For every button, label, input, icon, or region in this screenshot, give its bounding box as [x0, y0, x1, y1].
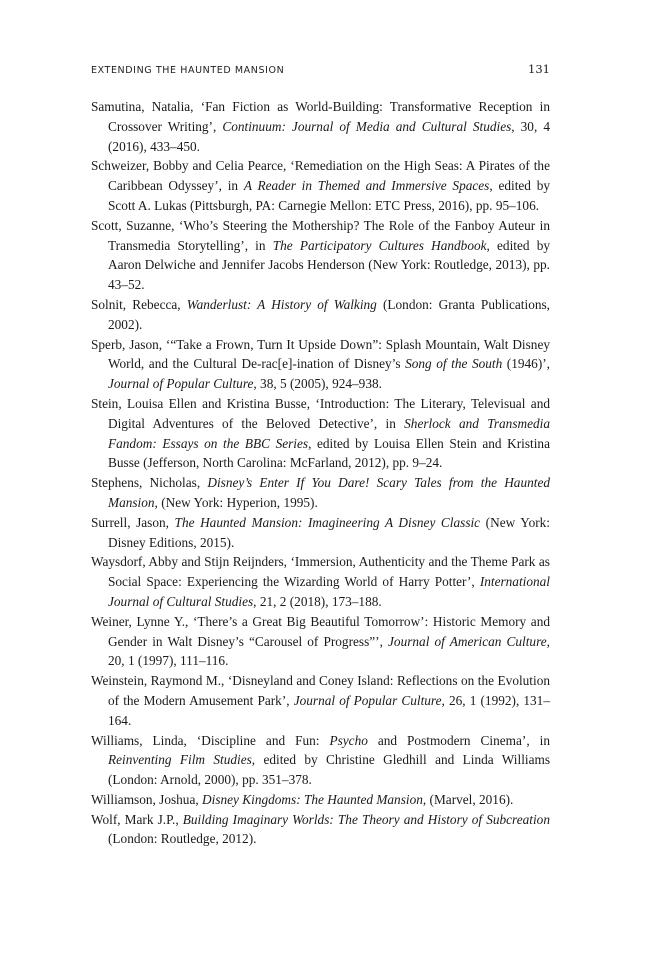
entry-title-italic: Sherlock and Transmedia Fandom: Essays on the BBC Series: [108, 415, 550, 451]
bibliography-entry: [91, 810, 550, 850]
entry-title-italic: The Participatory Cultures Handbook: [272, 237, 487, 253]
entry-text: , edited by Louisa Ellen Stein and Kristina Busse (Jefferson, North Carolina: McFarland, 2012), pp. 9–24.: [108, 435, 550, 471]
bibliography-entry: [91, 97, 550, 156]
entry-text: , (Marvel, 2016).: [422, 791, 514, 807]
entry-text: , edited by Scott A. Lukas (Pittsburgh, PA: Carnegie Mellon: ETC Press, 2016), pp. 95–106.: [108, 178, 551, 213]
entry-text: , 21, 2 (2018), 173–188.: [253, 593, 382, 609]
entry-title-italic: Journal of Popular Culture: [108, 376, 254, 392]
entry-text: , 26, 1 (1992), 131–164.: [108, 692, 550, 728]
bibliography-list: [91, 97, 550, 849]
entry-title-italic: Psycho: [329, 732, 368, 748]
entry-text: (1946)’,: [502, 356, 550, 372]
entry-title-italic: A Reader in Themed and Immersive Spaces: [243, 178, 490, 194]
entry-text: Samutina, Natalia, ‘Fan Fiction as World-Building: Transformative Reception in Crossover Writing’,: [91, 99, 550, 134]
bibliography-entry: [91, 731, 550, 790]
bibliography-entry: [91, 295, 550, 335]
page-number: 131: [528, 62, 550, 76]
entry-text: Schweizer, Bobby and Celia Pearce, ‘Remediation on the High Seas: A Pirates of the Caribbean Odyssey’, in: [91, 158, 550, 194]
entry-title-italic: Disney Kingdoms: The Haunted Mansion: [202, 791, 423, 807]
entry-title-italic: Building Imaginary Worlds: The Theory and History of Subcreation: [182, 811, 550, 827]
bibliography-entry: [91, 790, 550, 810]
entry-text: Waysdorf, Abby and Stijn Reijnders, ‘Immersion, Authenticity and the Theme Park as Social Space: Experiencing the Wizarding World of Harry Potter’,: [91, 554, 550, 590]
bibliography-entry: [91, 335, 550, 394]
bibliography-entry: [91, 473, 550, 513]
entry-text: Stephens, Nicholas,: [91, 475, 208, 491]
entry-text: and Postmodern Cinema’, in: [367, 732, 550, 748]
entry-text: Wolf, Mark J.P.,: [91, 811, 183, 827]
entry-text: Williamson, Joshua,: [91, 791, 203, 807]
entry-text: , (New York: Hyperion, 1995).: [154, 494, 318, 510]
entry-text: , 38, 5 (2005), 924–938.: [253, 376, 382, 392]
bibliography-entry: [91, 216, 550, 295]
entry-title-italic: The Haunted Mansion: Imagineering A Disney Classic: [174, 514, 481, 530]
bibliography-entry: [91, 552, 550, 611]
entry-text: (London: Granta Publications, 2002).: [108, 296, 550, 332]
bibliography-entry: [91, 513, 550, 553]
entry-text: , edited by Christine Gledhill and Linda Williams (London: Arnold, 2000), pp. 351–378.: [108, 752, 550, 788]
entry-text: , edited by Aaron Delwiche and Jennifer Jacobs Henderson (New York: Routledge, 2013), pp. 43–52.: [108, 237, 550, 293]
entry-text: , 20, 1 (1997), 111–116.: [108, 633, 550, 669]
entry-title-italic: Journal of Popular Culture: [293, 692, 442, 708]
entry-text: (London: Routledge, 2012).: [108, 831, 257, 847]
entry-text: Williams, Linda, ‘Discipline and Fun:: [91, 732, 330, 748]
entry-title-italic: International Journal of Cultural Studies: [108, 574, 550, 609]
bibliography-entry: [91, 612, 550, 671]
running-head: EXTENDING THE HAUNTED MANSION: [91, 65, 285, 76]
entry-text: Scott, Suzanne, ‘Who’s Steering the Mothership? The Role of the Fanboy Auteur in Transmedia Storytelling’, in: [91, 217, 550, 253]
entry-title-italic: Song of the South: [405, 356, 503, 372]
entry-title-italic: Wanderlust: A History of Walking: [186, 296, 377, 312]
bibliography-entry: [91, 671, 550, 730]
entry-text: Weiner, Lynne Y., ‘There’s a Great Big Beautiful Tomorrow’: Historic Memory and Gender in Walt Disney’s “Carousel of Progress”’,: [91, 613, 550, 649]
entry-text: Sperb, Jason, ‘“Take a Frown, Turn It Upside Down”: Splash Mountain, Walt Disney World, and the Cultural De-rac[e]-ination of Disney’s: [91, 336, 550, 372]
entry-title-italic: Continuum: Journal of Media and Cultural Studies: [222, 118, 512, 134]
entry-text: Stein, Louisa Ellen and Kristina Busse, ‘Introduction: The Literary, Televisual and Digital Adventures of the Beloved Detective’, in: [91, 395, 550, 431]
entry-text: Weinstein, Raymond M., ‘Disneyland and Coney Island: Reflections on the Evolution of the Modern Amusement Park’,: [91, 673, 550, 708]
entry-title-italic: Journal of American Culture: [388, 633, 547, 649]
entry-title-italic: Disney’s Enter If You Dare! Scary Tales from the Haunted Mansion: [108, 475, 550, 510]
bibliography-entry: [91, 394, 550, 473]
entry-text: , 30, 4 (2016), 433–450.: [108, 118, 550, 154]
page-header: [91, 62, 550, 76]
entry-title-italic: Reinventing Film Studies: [108, 752, 252, 768]
entry-text: Solnit, Rebecca,: [91, 296, 187, 312]
bibliography-entry: [91, 156, 550, 215]
entry-text: (New York: Disney Editions, 2015).: [108, 514, 550, 550]
entry-text: Surrell, Jason,: [91, 514, 175, 530]
